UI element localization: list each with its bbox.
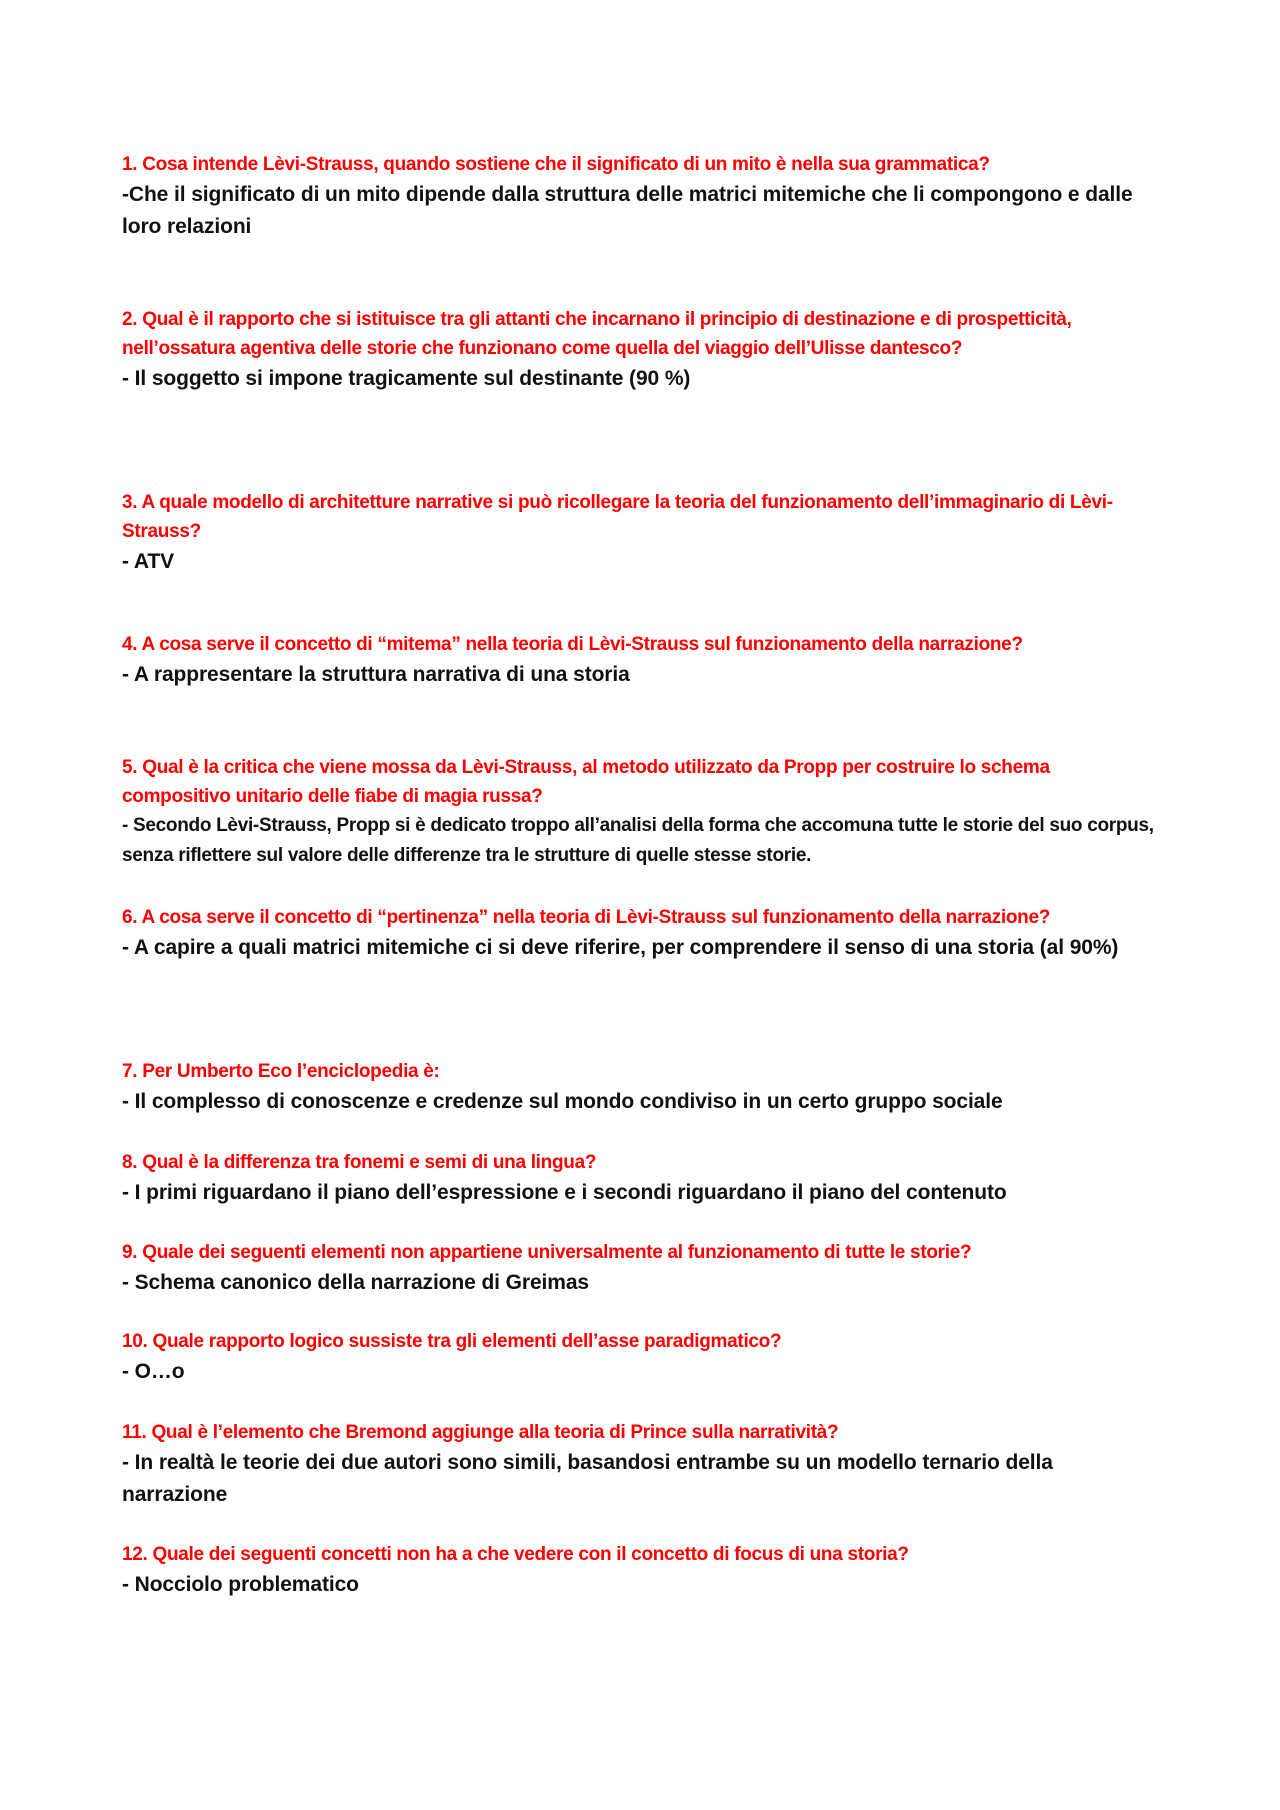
answer-1: -Che il significato di un mito dipende dalla struttura delle matrici mitemiche che li compongono e dalle loro relazioni <box>122 183 1133 238</box>
question-1: 1. Cosa intende Lèvi-Strauss, quando sostiene che il significato di un mito è nella sua grammatica? <box>122 154 990 175</box>
answer-9: - Schema canonico della narrazione di Greimas <box>122 1271 589 1294</box>
answer-2: - Il soggetto si impone tragicamente sul destinante (90 %) <box>122 367 691 390</box>
question-5: 5. Qual è la critica che viene mossa da Lèvi-Strauss, al metodo utilizzato da Propp per costruire lo schema compositivo unitario delle fiabe di magia russa? <box>122 757 1050 807</box>
qa-item-2 <box>122 305 1162 395</box>
answer-7: - Il complesso di conoscenze e credenze sul mondo condiviso in un certo gruppo sociale <box>122 1090 1003 1113</box>
answer-11: - In realtà le teorie dei due autori sono simili, basandosi entrambe su un modello ternario della narrazione <box>122 1451 1053 1506</box>
answer-12: - Nocciolo problematico <box>122 1573 359 1596</box>
question-2: 2. Qual è il rapporto che si istituisce tra gli attanti che incarnano il principio di destinazione e di prospetticità, nell’ossatura agentiva delle storie che funzionano come quella del viaggio dell’Ulisse dantesco? <box>122 309 1072 359</box>
question-7: 7. Per Umberto Eco l’enciclopedia è: <box>122 1061 440 1082</box>
answer-10: - O…o <box>122 1360 185 1383</box>
question-3: 3. A quale modello di architetture narrative si può ricollegare la teoria del funzionamento dell’immaginario di Lèvi-Strauss? <box>122 492 1113 542</box>
question-9: 9. Quale dei seguenti elementi non appartiene universalmente al funzionamento di tutte le storie? <box>122 1242 972 1263</box>
qa-item-5 <box>122 753 1162 871</box>
qa-item-3 <box>122 488 1162 578</box>
qa-item-4 <box>122 630 1162 691</box>
answer-8: - I primi riguardano il piano dell’espressione e i secondi riguardano il piano del contenuto <box>122 1181 1007 1204</box>
question-4: 4. A cosa serve il concetto di “mitema” nella teoria di Lèvi-Strauss sul funzionamento della narrazione? <box>122 634 1023 655</box>
question-11: 11. Qual è l’elemento che Bremond aggiunge alla teoria di Prince sulla narratività? <box>122 1422 839 1443</box>
qa-item-7 <box>122 1057 1162 1118</box>
qa-item-9 <box>122 1238 1162 1299</box>
answer-5: - Secondo Lèvi-Strauss, Propp si è dedicato troppo all’analisi della forma che accomuna tutte le storie del suo corpus, senza riflettere sul valore delle differenze tra le strutture di quelle stesse storie. <box>122 815 1154 866</box>
qa-item-11 <box>122 1418 1162 1511</box>
qa-item-10 <box>122 1327 1162 1388</box>
answer-6: - A capire a quali matrici mitemiche ci si deve riferire, per comprendere il senso di una storia (al 90%) <box>122 936 1119 959</box>
question-12: 12. Quale dei seguenti concetti non ha a che vedere con il concetto di focus di una storia? <box>122 1544 909 1565</box>
qa-item-6 <box>122 903 1162 964</box>
question-6: 6. A cosa serve il concetto di “pertinenza” nella teoria di Lèvi-Strauss sul funzionamento della narrazione? <box>122 907 1051 928</box>
answer-3: - ATV <box>122 550 174 573</box>
qa-item-12 <box>122 1540 1162 1601</box>
question-8: 8. Qual è la differenza tra fonemi e semi di una lingua? <box>122 1152 597 1173</box>
qa-item-8 <box>122 1148 1162 1209</box>
qa-item-1 <box>122 150 1162 243</box>
question-10: 10. Quale rapporto logico sussiste tra gli elementi dell’asse paradigmatico? <box>122 1331 782 1352</box>
answer-4: - A rappresentare la struttura narrativa di una storia <box>122 663 630 686</box>
